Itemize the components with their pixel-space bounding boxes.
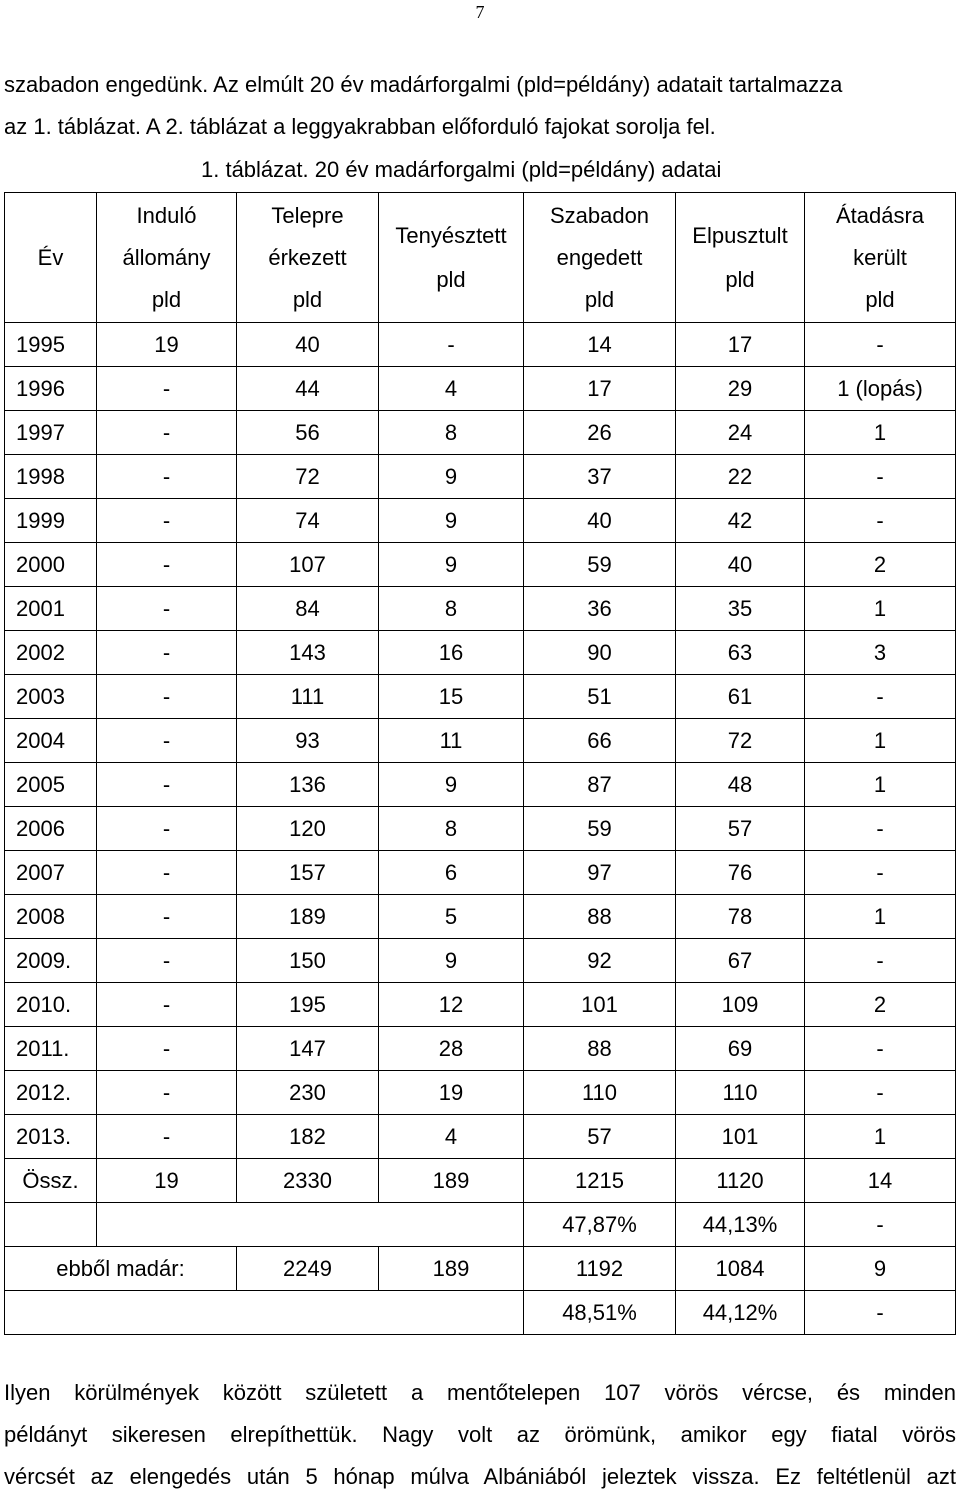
cell-telepre: 40 xyxy=(237,323,379,367)
cell-year: 2007 xyxy=(5,851,97,895)
cell-year: 1997 xyxy=(5,411,97,455)
cell-telepre: 93 xyxy=(237,719,379,763)
cell-szabadon: 97 xyxy=(524,851,676,895)
page-number: 7 xyxy=(475,2,485,22)
cell-indulo: - xyxy=(97,543,237,587)
cell-indulo: - xyxy=(97,675,237,719)
cell-szabadon: 87 xyxy=(524,763,676,807)
cell-atadasra: - xyxy=(805,851,956,895)
table-row xyxy=(5,499,956,543)
table-row xyxy=(5,851,956,895)
table-row xyxy=(5,675,956,719)
cell-elpusztult: 57 xyxy=(676,807,805,851)
cell-year: 2002 xyxy=(5,631,97,675)
table-row xyxy=(5,807,956,851)
birds-tenyesztett: 189 xyxy=(379,1247,524,1291)
table-row xyxy=(5,1027,956,1071)
cell-year: 2004 xyxy=(5,719,97,763)
cell-telepre: 72 xyxy=(237,455,379,499)
cell-atadasra: 1 xyxy=(805,587,956,631)
total-szabadon: 1215 xyxy=(524,1159,676,1203)
cell-year: 2000 xyxy=(5,543,97,587)
cell-telepre: 107 xyxy=(237,543,379,587)
table-row xyxy=(5,587,956,631)
intro-paragraph xyxy=(4,64,956,148)
cell-telepre: 74 xyxy=(237,499,379,543)
cell-indulo: - xyxy=(97,983,237,1027)
cell-indulo: - xyxy=(97,455,237,499)
birds-elpusztult: 1084 xyxy=(676,1247,805,1291)
table-row xyxy=(5,983,956,1027)
cell-indulo: - xyxy=(97,367,237,411)
total-atadasra-percent: - xyxy=(805,1203,956,1247)
total-indulo: 19 xyxy=(97,1159,237,1203)
header-elpusztult xyxy=(676,193,805,323)
table-row-birds xyxy=(5,1247,956,1291)
cell-indulo: - xyxy=(97,895,237,939)
cell-atadasra: 2 xyxy=(805,983,956,1027)
cell-elpusztult: 110 xyxy=(676,1071,805,1115)
cell-tenyesztett: 8 xyxy=(379,411,524,455)
header-elpusztult-line-2: pld xyxy=(725,266,755,292)
cell-year: 2012. xyxy=(5,1071,97,1115)
header-atadasra-line-1: Átadásra xyxy=(835,202,925,228)
cell-elpusztult: 63 xyxy=(676,631,805,675)
cell-telepre: 56 xyxy=(237,411,379,455)
empty-cell xyxy=(97,1203,524,1247)
header-tenyesztett-line-1: Tenyésztett xyxy=(395,222,507,248)
cell-atadasra: 1 (lopás) xyxy=(805,367,956,411)
header-atadasra xyxy=(805,193,956,323)
cell-tenyesztett: 19 xyxy=(379,1071,524,1115)
cell-atadasra: - xyxy=(805,499,956,543)
header-tenyesztett-line-2: pld xyxy=(436,266,466,292)
cell-szabadon: 88 xyxy=(524,895,676,939)
closing-line-2: példányt sikeresen elrepíthettük. Nagy volt az örömünk, amikor egy fiatal vörös xyxy=(4,1422,956,1447)
birds-label: ebből madár: xyxy=(5,1247,237,1291)
cell-atadasra: - xyxy=(805,1027,956,1071)
cell-szabadon: 92 xyxy=(524,939,676,983)
cell-elpusztult: 22 xyxy=(676,455,805,499)
table-row xyxy=(5,411,956,455)
cell-elpusztult: 109 xyxy=(676,983,805,1027)
closing-paragraph xyxy=(4,1372,956,1498)
cell-tenyesztett: 28 xyxy=(379,1027,524,1071)
empty-cell xyxy=(5,1291,524,1335)
header-atadasra-line-3: pld xyxy=(865,286,895,312)
total-elpusztult-percent: 44,13% xyxy=(676,1203,805,1247)
cell-telepre: 147 xyxy=(237,1027,379,1071)
header-szabadon-line-1: Szabadon xyxy=(549,202,650,228)
header-indulo-line-2: állomány xyxy=(122,244,211,270)
birds-telepre: 2249 xyxy=(237,1247,379,1291)
cell-year: 1998 xyxy=(5,455,97,499)
cell-tenyesztett: 4 xyxy=(379,367,524,411)
table-header-row xyxy=(5,193,956,323)
cell-telepre: 230 xyxy=(237,1071,379,1115)
cell-szabadon: 59 xyxy=(524,807,676,851)
header-szabadon-line-3: pld xyxy=(584,286,615,312)
cell-indulo: - xyxy=(97,587,237,631)
cell-indulo: - xyxy=(97,631,237,675)
header-szabadon-line-2: engedett xyxy=(556,244,643,270)
header-telepre-line-2: érkezett xyxy=(268,244,347,270)
closing-line-3: vércsét az elengedés után 5 hónap múlva Albániából jeleztek vissza. Ez feltétlenül azt xyxy=(4,1464,956,1489)
cell-year: 1996 xyxy=(5,367,97,411)
cell-szabadon: 14 xyxy=(524,323,676,367)
total-label: Össz. xyxy=(5,1159,97,1203)
birds-szabadon: 1192 xyxy=(524,1247,676,1291)
cell-szabadon: 37 xyxy=(524,455,676,499)
header-tenyesztett xyxy=(379,193,524,323)
cell-szabadon: 17 xyxy=(524,367,676,411)
header-szabadon xyxy=(524,193,676,323)
intro-line-2: az 1. táblázat. A 2. táblázat a leggyakrabban előforduló fajokat sorolja fel. xyxy=(4,114,716,139)
cell-atadasra: - xyxy=(805,323,956,367)
cell-year: 1999 xyxy=(5,499,97,543)
cell-tenyesztett: 8 xyxy=(379,587,524,631)
cell-elpusztult: 48 xyxy=(676,763,805,807)
cell-szabadon: 51 xyxy=(524,675,676,719)
cell-atadasra: - xyxy=(805,807,956,851)
cell-atadasra: - xyxy=(805,455,956,499)
cell-telepre: 136 xyxy=(237,763,379,807)
cell-telepre: 111 xyxy=(237,675,379,719)
cell-indulo: - xyxy=(97,499,237,543)
cell-tenyesztett: 5 xyxy=(379,895,524,939)
cell-szabadon: 110 xyxy=(524,1071,676,1115)
cell-atadasra: 1 xyxy=(805,719,956,763)
table-row xyxy=(5,323,956,367)
cell-indulo: - xyxy=(97,411,237,455)
header-indulo-line-3: pld xyxy=(151,286,182,312)
cell-telepre: 44 xyxy=(237,367,379,411)
cell-elpusztult: 24 xyxy=(676,411,805,455)
empty-cell xyxy=(5,1203,97,1247)
total-elpusztult: 1120 xyxy=(676,1159,805,1203)
cell-szabadon: 57 xyxy=(524,1115,676,1159)
table-row xyxy=(5,543,956,587)
cell-atadasra: 1 xyxy=(805,411,956,455)
cell-telepre: 120 xyxy=(237,807,379,851)
closing-line-1: Ilyen körülmények között született a mentőtelepen 107 vörös vércse, és minden xyxy=(4,1380,956,1405)
total-atadasra: 14 xyxy=(805,1159,956,1203)
total-szabadon-percent: 47,87% xyxy=(524,1203,676,1247)
table-row xyxy=(5,1071,956,1115)
cell-year: 2006 xyxy=(5,807,97,851)
cell-telepre: 84 xyxy=(237,587,379,631)
cell-elpusztult: 69 xyxy=(676,1027,805,1071)
cell-elpusztult: 29 xyxy=(676,367,805,411)
cell-elpusztult: 40 xyxy=(676,543,805,587)
cell-elpusztult: 78 xyxy=(676,895,805,939)
cell-indulo: - xyxy=(97,939,237,983)
cell-szabadon: 59 xyxy=(524,543,676,587)
table-body xyxy=(5,323,956,1335)
cell-indulo: - xyxy=(97,851,237,895)
table-row xyxy=(5,367,956,411)
cell-year: 2005 xyxy=(5,763,97,807)
cell-tenyesztett: 9 xyxy=(379,763,524,807)
cell-atadasra: - xyxy=(805,675,956,719)
header-telepre-line-3: pld xyxy=(292,286,323,312)
cell-indulo: - xyxy=(97,1115,237,1159)
cell-telepre: 182 xyxy=(237,1115,379,1159)
header-telepre-line-1: Telepre xyxy=(271,202,344,228)
cell-tenyesztett: 11 xyxy=(379,719,524,763)
cell-year: 2001 xyxy=(5,587,97,631)
table-row xyxy=(5,455,956,499)
cell-year: 2010. xyxy=(5,983,97,1027)
cell-szabadon: 90 xyxy=(524,631,676,675)
cell-year: 2009. xyxy=(5,939,97,983)
cell-tenyesztett: 9 xyxy=(379,499,524,543)
cell-szabadon: 40 xyxy=(524,499,676,543)
cell-tenyesztett: 8 xyxy=(379,807,524,851)
cell-szabadon: 88 xyxy=(524,1027,676,1071)
cell-tenyesztett: 4 xyxy=(379,1115,524,1159)
cell-telepre: 195 xyxy=(237,983,379,1027)
cell-telepre: 150 xyxy=(237,939,379,983)
table-row xyxy=(5,763,956,807)
cell-year: 1995 xyxy=(5,323,97,367)
cell-atadasra: 1 xyxy=(805,895,956,939)
intro-line-1: szabadon engedünk. Az elmúlt 20 év madárforgalmi (pld=példány) adatait tartalmazza xyxy=(4,72,843,97)
cell-szabadon: 66 xyxy=(524,719,676,763)
header-atadasra-line-2: került xyxy=(853,244,907,270)
table-row xyxy=(5,719,956,763)
cell-indulo: 19 xyxy=(97,323,237,367)
cell-elpusztult: 35 xyxy=(676,587,805,631)
cell-elpusztult: 72 xyxy=(676,719,805,763)
total-telepre: 2330 xyxy=(237,1159,379,1203)
table-row xyxy=(5,1115,956,1159)
header-elpusztult-line-1: Elpusztult xyxy=(692,222,788,248)
bird-traffic-table xyxy=(4,192,956,1335)
cell-elpusztult: 76 xyxy=(676,851,805,895)
cell-tenyesztett: 15 xyxy=(379,675,524,719)
cell-elpusztult: 67 xyxy=(676,939,805,983)
cell-indulo: - xyxy=(97,763,237,807)
cell-year: 2008 xyxy=(5,895,97,939)
cell-atadasra: 1 xyxy=(805,763,956,807)
cell-tenyesztett: 12 xyxy=(379,983,524,1027)
table-caption: 1. táblázat. 20 év madárforgalmi (pld=példány) adatai xyxy=(201,157,722,182)
birds-elpusztult-percent: 44,12% xyxy=(676,1291,805,1335)
cell-tenyesztett: 9 xyxy=(379,939,524,983)
cell-atadasra: - xyxy=(805,1071,956,1115)
total-tenyesztett: 189 xyxy=(379,1159,524,1203)
cell-szabadon: 36 xyxy=(524,587,676,631)
cell-indulo: - xyxy=(97,1027,237,1071)
cell-tenyesztett: 16 xyxy=(379,631,524,675)
table-row-birds-percent xyxy=(5,1291,956,1335)
cell-tenyesztett: - xyxy=(379,323,524,367)
cell-elpusztult: 17 xyxy=(676,323,805,367)
table-row xyxy=(5,939,956,983)
birds-atadasra-percent: - xyxy=(805,1291,956,1335)
header-ev: Év xyxy=(5,193,97,323)
cell-year: 2003 xyxy=(5,675,97,719)
birds-atadasra: 9 xyxy=(805,1247,956,1291)
cell-year: 2013. xyxy=(5,1115,97,1159)
cell-elpusztult: 101 xyxy=(676,1115,805,1159)
cell-indulo: - xyxy=(97,719,237,763)
cell-elpusztult: 61 xyxy=(676,675,805,719)
cell-atadasra: 2 xyxy=(805,543,956,587)
header-indulo xyxy=(97,193,237,323)
table-row-total-percent xyxy=(5,1203,956,1247)
cell-tenyesztett: 9 xyxy=(379,455,524,499)
cell-szabadon: 101 xyxy=(524,983,676,1027)
cell-atadasra: 3 xyxy=(805,631,956,675)
cell-tenyesztett: 9 xyxy=(379,543,524,587)
cell-telepre: 143 xyxy=(237,631,379,675)
header-indulo-line-1: Induló xyxy=(136,202,197,228)
cell-indulo: - xyxy=(97,807,237,851)
cell-tenyesztett: 6 xyxy=(379,851,524,895)
cell-indulo: - xyxy=(97,1071,237,1115)
cell-atadasra: - xyxy=(805,939,956,983)
birds-szabadon-percent: 48,51% xyxy=(524,1291,676,1335)
cell-szabadon: 26 xyxy=(524,411,676,455)
cell-year: 2011. xyxy=(5,1027,97,1071)
header-telepre xyxy=(237,193,379,323)
table-row xyxy=(5,895,956,939)
cell-atadasra: 1 xyxy=(805,1115,956,1159)
cell-telepre: 157 xyxy=(237,851,379,895)
cell-elpusztult: 42 xyxy=(676,499,805,543)
table-row xyxy=(5,631,956,675)
table-row-total xyxy=(5,1159,956,1203)
cell-telepre: 189 xyxy=(237,895,379,939)
